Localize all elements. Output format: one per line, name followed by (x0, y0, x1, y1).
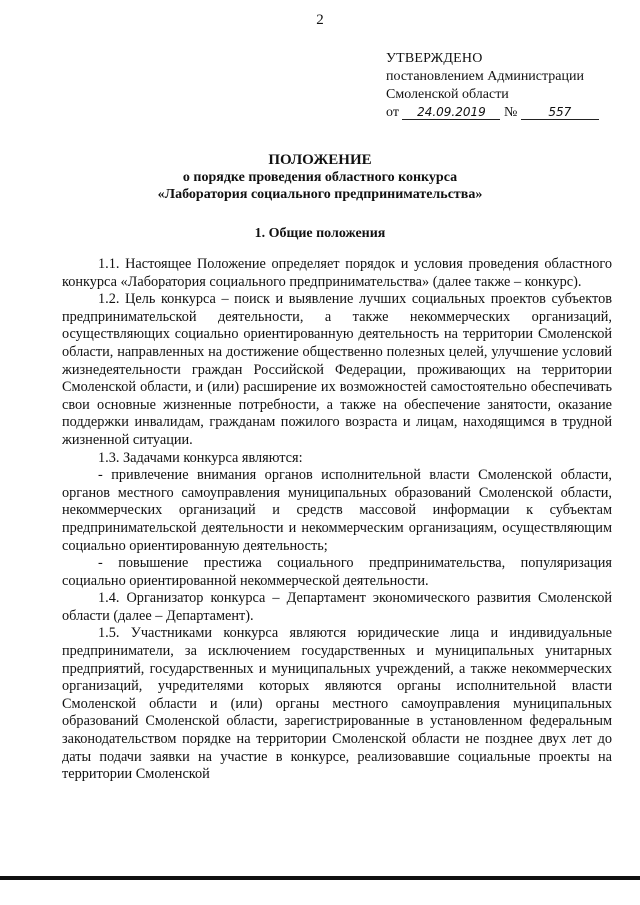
document-body (62, 256, 612, 784)
approval-line-2: Смоленской области (386, 87, 509, 102)
approval-heading: УТВЕРЖДЕНО (386, 51, 483, 66)
task-item-1: - привлечение внимания органов исполнительной власти Смоленской области, органов местного самоуправления муниципальных образований Смоленской области, некоммерческих организаций и средств массовой информации к субъектам предпринимательской деятельности и некоммерческим организациям, осуществляющим социально ориентированную деятельность; (62, 467, 612, 554)
task-item-2: - повышение престижа социального предпринимательства, популяризация социально ориентированной некоммерческой деятельности. (62, 555, 612, 589)
paragraph-1-3: 1.3. Задачами конкурса являются: (98, 449, 303, 466)
approval-stamp (386, 50, 626, 122)
date-prefix: от (386, 105, 399, 120)
paragraph-1-5: 1.5. Участниками конкурса являются юридические лица и индивидуальные предприниматели, за исключением государственных и муниципальных унитарных предприятий, государственных и муниципальных учреждений, а также некоммерческих организаций, учредителями которых являются органы исполнительной власти Смоленской области и (или) органы местного самоуправления муниципальных образований Смоленской области, зарегистрированные в установленном федеральным законодательством порядке на территории Смоленской области не позднее двух лет до даты подачи заявки на участие в конкурсе, реализовавшие социальные проекты на территории Смоленской (62, 625, 612, 783)
section-heading: 1. Общие положения (254, 226, 386, 241)
title-line-1: ПОЛОЖЕНИЕ (268, 152, 372, 168)
title-line-2: о порядке проведения областного конкурса (182, 170, 458, 185)
handwritten-number: 557 (521, 105, 599, 120)
page-number: 2 (316, 12, 324, 28)
title-line-3: «Лаборатория социального предпринимательства» (157, 187, 483, 202)
paragraph-1-1: 1.1. Настоящее Положение определяет порядок и условия проведения областного конкурса «Лаборатория социального предпринимательства» (далее также – конкурс). (62, 256, 612, 290)
number-prefix: № (503, 105, 518, 120)
paragraph-1-4: 1.4. Организатор конкурса – Департамент экономического развития Смоленской области (далее – Департамент). (62, 590, 612, 624)
handwritten-date: 24.09.2019 (402, 105, 500, 120)
document-title (0, 152, 640, 203)
bottom-rule (0, 876, 640, 880)
approval-line-1: постановлением Администрации (386, 69, 584, 84)
approval-dateline (386, 104, 626, 122)
paragraph-1-2: 1.2. Цель конкурса – поиск и выявление лучших социальных проектов субъектов предпринимательской деятельности, а также некоммерческих организаций, осуществляющих социально ориентированную деятельность на территории Смоленской области, направленных на достижение общественно полезных целей, улучшение условий жизнедеятельности граждан Российской Федерации, проживающих на территории Смоленской области, и (или) расширение их возможностей самостоятельно обеспечивать свои основные жизненные потребности, а также на обеспечение занятости, оказание поддержки инвалидам, гражданам пожилого возраста и лицам, находящимся в трудной жизненной ситуации. (62, 291, 612, 448)
